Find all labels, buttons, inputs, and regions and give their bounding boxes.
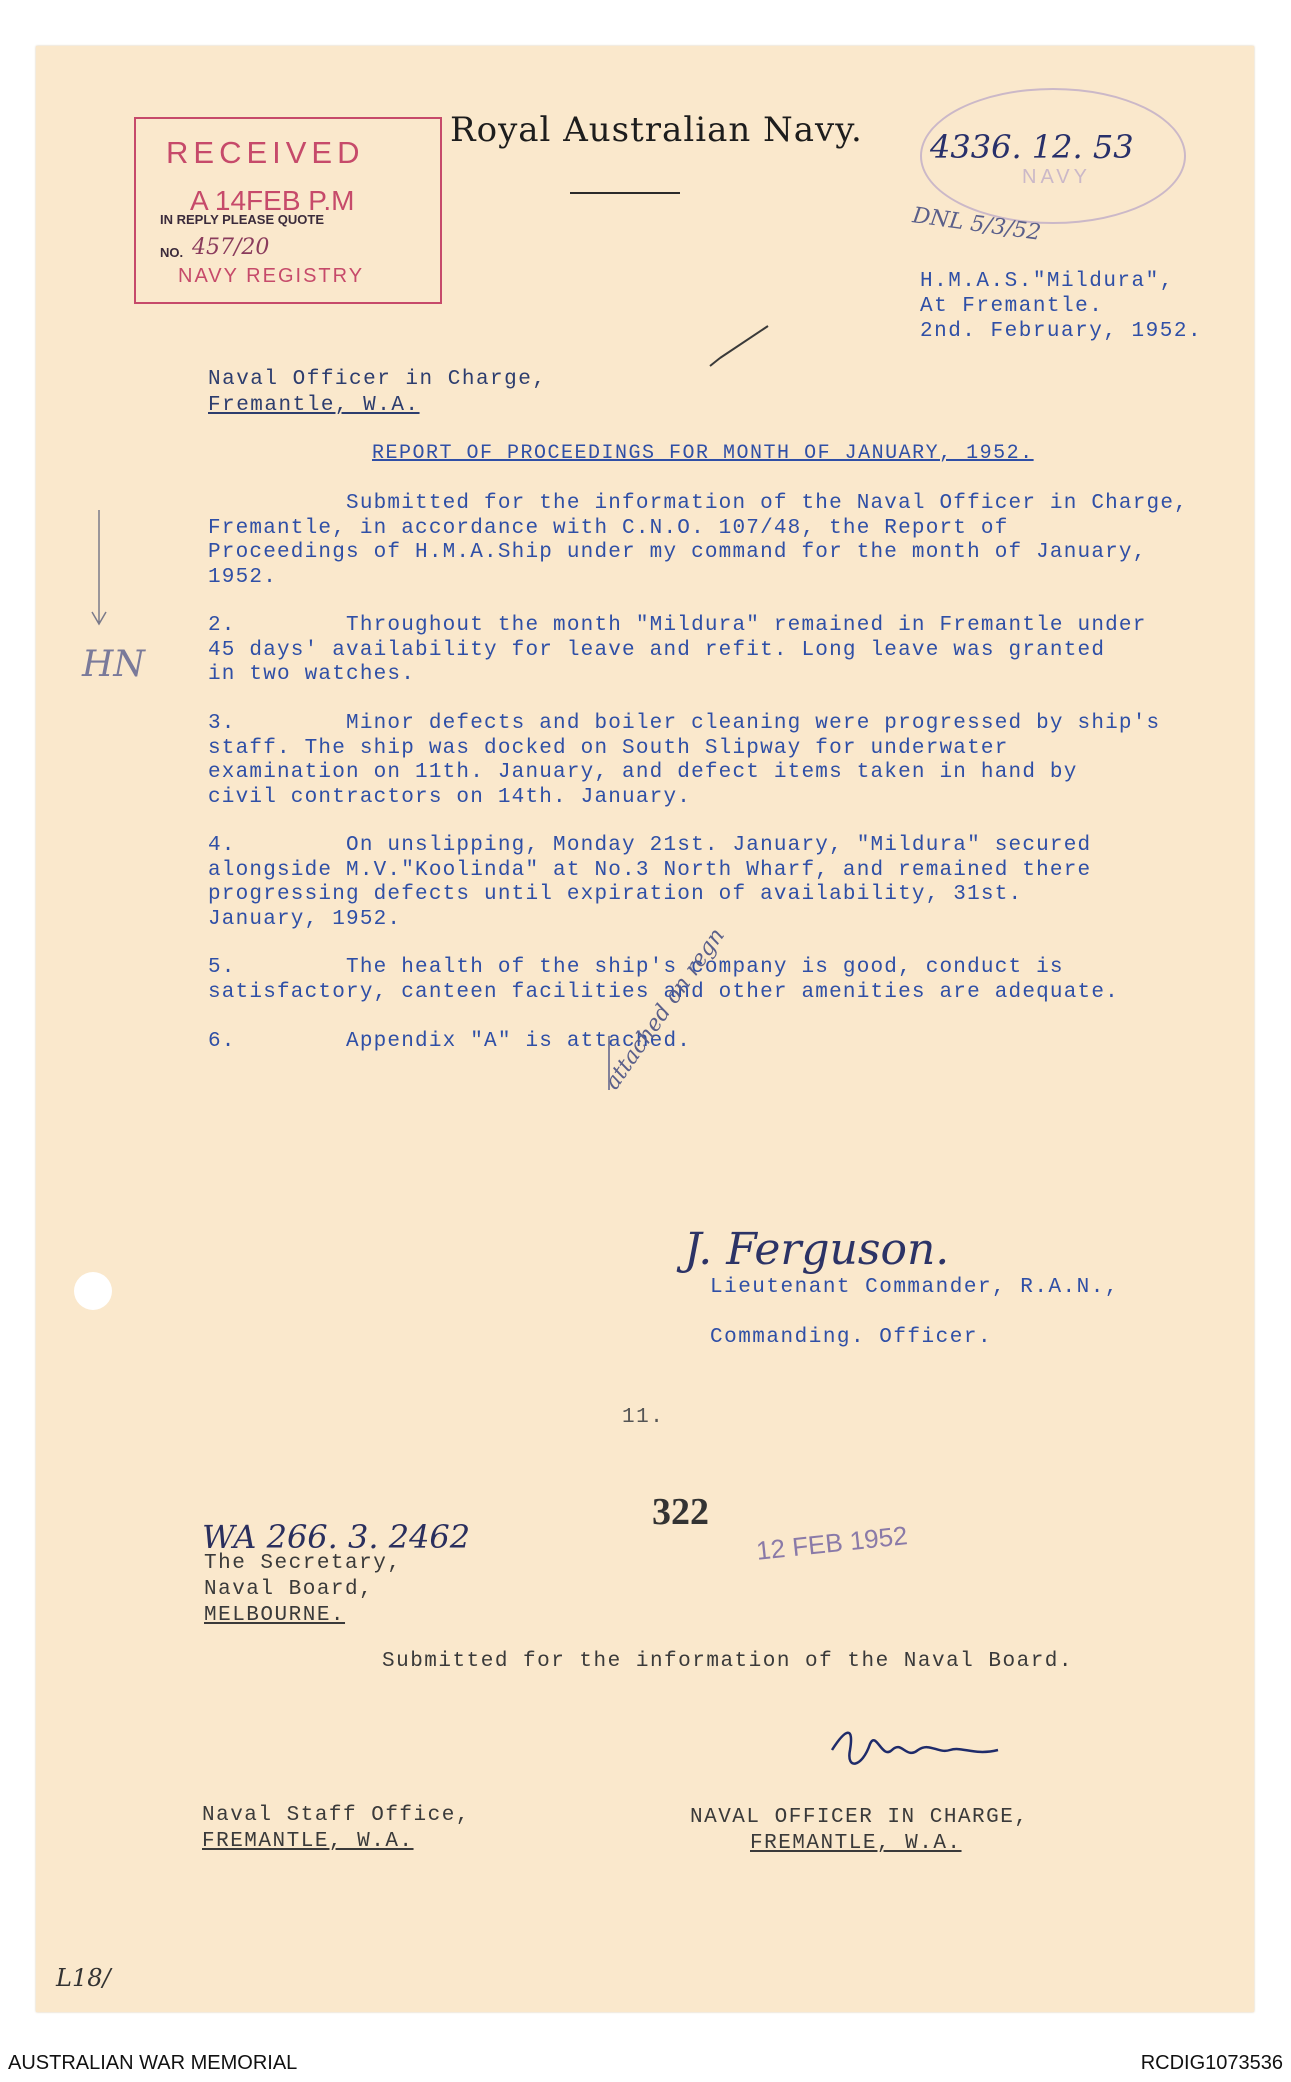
margin-note: HN — [82, 644, 145, 685]
folio-number: 322 — [652, 1491, 709, 1533]
oval-stamp-text: NAVY — [1022, 166, 1091, 188]
forward-note: Submitted for the information of the Naval Board. — [382, 1650, 1074, 1673]
staff-office-line1: Naval Staff Office, — [202, 1804, 470, 1827]
oval-stamp — [920, 88, 1186, 224]
file-reference: WA 266. 3. 2462 — [202, 1518, 471, 1556]
signature-rank: Lieutenant Commander, R.A.N., — [710, 1276, 1119, 1299]
reference-number: 4336. 12. 53 — [930, 128, 1134, 166]
signature: J. Ferguson. — [684, 1224, 950, 1275]
addressee-line2: Fremantle, W.A. — [208, 394, 420, 417]
margin-arrow-icon — [84, 508, 114, 628]
paragraph-4: 4. On unslipping, Monday 21st. January, "Mildura" secured alongside M.V."Koolinda" at No.3 North Wharf, and remained there progressing defects until expiration of availability, 31st. January, 1952. — [208, 834, 1092, 931]
sender-date: 2nd. February, 1952. — [920, 320, 1203, 343]
noic-signature — [826, 1720, 1006, 1780]
corner-note: L18/ — [56, 1964, 111, 1992]
secretary-line1: The Secretary, — [204, 1552, 402, 1575]
sender-location: At Fremantle. — [920, 295, 1104, 318]
stamp-no-value: 457/20 — [192, 235, 270, 260]
note-pointer — [604, 1034, 614, 1094]
footer-left: AUSTRALIAN WAR MEMORIAL — [8, 2052, 298, 2074]
paragraph-6: 6. Appendix "A" is attached. — [208, 1030, 692, 1053]
stamp-no-label: NO. — [160, 245, 184, 260]
addressee-line1: Naval Officer in Charge, — [208, 368, 547, 391]
signature-title: Commanding. Officer. — [710, 1326, 993, 1349]
staff-office-line2: FREMANTLE, W.A. — [202, 1830, 414, 1853]
check-mark — [706, 322, 772, 372]
stamp-registry: NAVY REGISTRY — [178, 265, 365, 287]
stamp-received-label: RECEIVED — [166, 135, 365, 170]
page-number: 11. — [622, 1406, 665, 1429]
secretary-line2: Naval Board, — [204, 1578, 374, 1601]
date-received-stamp: 12 FEB 1952 — [754, 1520, 909, 1566]
noic-line1: NAVAL OFFICER IN CHARGE, — [690, 1806, 1029, 1829]
paragraph-2: 2. Throughout the month "Mildura" remained in Fremantle under 45 days' availability for leave and refit. Long leave was granted in two watches. — [208, 614, 1147, 686]
dnl-note: DNL 5/3/52 — [910, 203, 1043, 246]
paragraph-1: Submitted for the information of the Naval Officer in Charge, Fremantle, in accordance with C.N.O. 107/48, the Report of Proceedings of H.M.A.Ship under my command for the month of January, 1952. — [208, 492, 1188, 589]
sender-ship: H.M.A.S."Mildura", — [920, 270, 1174, 293]
stamp-date: A 14FEB P.M — [190, 185, 355, 216]
paragraph-5: 5. The health of the ship's company is good, conduct is satisfactory, canteen facilities and other amenities are adequate. — [208, 956, 1119, 1004]
noic-line2: FREMANTLE, W.A. — [750, 1832, 962, 1855]
paragraph-3: 3. Minor defects and boiler cleaning were progressed by ship's staff. The ship was docked on South Slipway for underwater examination on 11th. January, and defect items taken in hand by civil contractors on 14th. January. — [208, 712, 1161, 809]
letterhead-rule — [570, 192, 680, 194]
punch-hole — [74, 1272, 112, 1310]
footer-right: RCDIG1073536 — [1140, 2052, 1283, 2074]
stamp-reply-label: IN REPLY PLEASE QUOTE — [160, 212, 324, 227]
secretary-line3: MELBOURNE. — [204, 1604, 346, 1627]
subject-line: REPORT OF PROCEEDINGS FOR MONTH OF JANUARY, 1952. — [372, 442, 1034, 465]
handwritten-note: attached on regn — [600, 923, 730, 1095]
received-stamp — [134, 117, 442, 304]
letterhead: Royal Australian Navy. — [450, 110, 863, 150]
